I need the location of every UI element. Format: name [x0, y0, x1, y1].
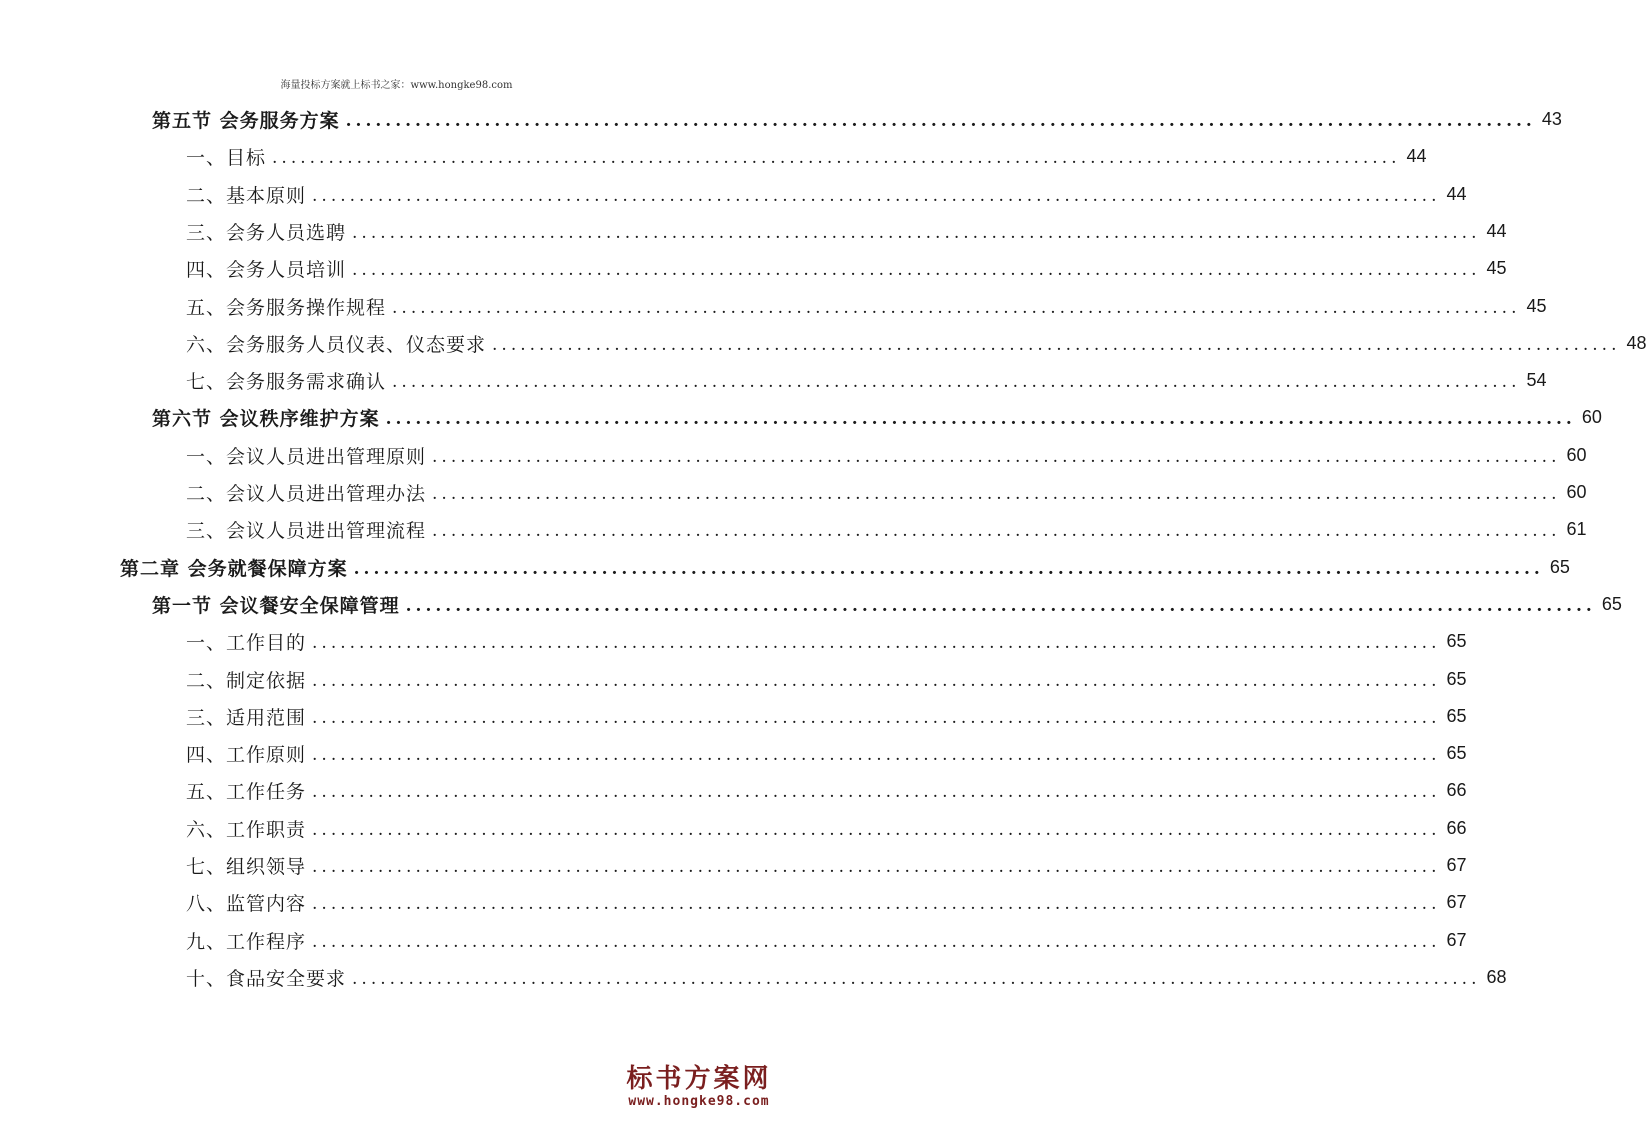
toc-dot-leader: ........................................................................................................................ — [312, 893, 1441, 914]
toc-entry[interactable] — [152, 101, 1562, 138]
toc-entry-label: 第一节 会议餐安全保障管理 — [152, 595, 400, 617]
toc-dot-leader: ........................................................................................................................ — [312, 670, 1441, 691]
toc-dot-leader: ........................................................................................................................ — [312, 931, 1441, 952]
toc-entry[interactable] — [186, 661, 1467, 698]
toc-entry-label: 第六节 会议秩序维护方案 — [152, 408, 380, 430]
watermark-logo — [619, 1064, 779, 1110]
toc-dot-leader: ........................................................................................................................ — [392, 371, 1521, 392]
toc-entry-label: 五、会务服务操作规程 — [186, 297, 387, 319]
toc-entry-page: 60 — [1566, 445, 1587, 465]
toc-entry[interactable] — [186, 772, 1467, 809]
toc-entry-page: 60 — [1581, 407, 1602, 427]
toc-entry-label: 三、适用范围 — [186, 707, 307, 729]
toc-entry[interactable] — [186, 325, 1647, 362]
toc-entry[interactable] — [186, 698, 1467, 735]
toc-dot-leader: ........................................................................................................................ — [432, 520, 1561, 541]
toc-entry-page: 67 — [1446, 892, 1467, 912]
toc-entry[interactable] — [186, 735, 1467, 772]
toc-dot-leader: ........................................................................................................................ — [352, 968, 1481, 989]
toc-dot-leader: ........................................................................................................................ — [352, 259, 1481, 280]
toc-entry[interactable] — [186, 511, 1587, 548]
toc-entry-label: 六、工作职责 — [186, 819, 307, 841]
toc-entry[interactable] — [186, 847, 1467, 884]
toc-entry-label: 一、目标 — [186, 147, 267, 169]
toc-entry-page: 65 — [1446, 631, 1467, 651]
toc-entry-label: 五、工作任务 — [186, 781, 307, 803]
toc-entry-label: 二、会议人员进出管理办法 — [186, 483, 427, 505]
toc-entry-page: 45 — [1526, 296, 1547, 316]
toc-entry-page: 44 — [1446, 184, 1467, 204]
toc-entry[interactable] — [152, 399, 1602, 436]
toc-entry[interactable] — [186, 437, 1587, 474]
toc-dot-leader: ........................................................................................................................ — [492, 334, 1621, 355]
toc-entry-page: 65 — [1549, 557, 1570, 577]
toc-entry[interactable] — [186, 213, 1507, 250]
toc-entry[interactable] — [186, 810, 1467, 847]
toc-entry[interactable] — [186, 250, 1507, 287]
toc-entry[interactable] — [152, 586, 1622, 623]
toc-dot-leader: ........................................................................................................................ — [312, 819, 1441, 840]
toc-entry-label: 二、制定依据 — [186, 670, 307, 692]
toc-entry-label: 三、会务人员选聘 — [186, 222, 347, 244]
toc-entry-page: 43 — [1541, 109, 1562, 129]
toc-dot-leader: ........................................................................................................................ — [312, 856, 1441, 877]
toc-entry[interactable] — [186, 138, 1427, 175]
toc-dot-leader: ........................................................................................................................ — [405, 595, 1596, 616]
toc-entry[interactable] — [186, 362, 1547, 399]
toc-dot-leader: ........................................................................................................................ — [312, 781, 1441, 802]
toc-dot-leader: ........................................................................................................................ — [272, 147, 1401, 168]
toc-entry-page: 61 — [1566, 519, 1587, 539]
toc-entry[interactable] — [186, 176, 1467, 213]
toc-entry-label: 二、基本原则 — [186, 185, 307, 207]
toc-entry-page: 48 — [1626, 333, 1647, 353]
toc-entry-label: 四、工作原则 — [186, 744, 307, 766]
toc-entry[interactable] — [186, 288, 1547, 325]
toc-dot-leader: ........................................................................................................................ — [345, 110, 1536, 131]
toc-entry[interactable] — [186, 884, 1467, 921]
toc-dot-leader: ........................................................................................................................ — [432, 446, 1561, 467]
toc-entry-page: 45 — [1486, 258, 1507, 278]
toc-entry-page: 65 — [1446, 669, 1467, 689]
toc-dot-leader: ........................................................................................................................ — [385, 408, 1576, 429]
page-header: 海量投标方案就上标书之家：www.hongke98.com — [280, 80, 513, 91]
toc-entry-page: 67 — [1446, 930, 1467, 950]
toc-entry-label: 九、工作程序 — [186, 931, 307, 953]
toc-dot-leader: ........................................................................................................................ — [392, 297, 1521, 318]
toc-dot-leader: ........................................................................................................................ — [352, 222, 1481, 243]
toc-dot-leader: ........................................................................................................................ — [432, 483, 1561, 504]
toc-entry[interactable] — [120, 549, 1570, 586]
toc-entry-label: 一、会议人员进出管理原则 — [186, 446, 427, 468]
toc-entry[interactable] — [186, 474, 1587, 511]
toc-entry-label: 四、会务人员培训 — [186, 259, 347, 281]
toc-entry-page: 66 — [1446, 780, 1467, 800]
toc-entry-label: 十、食品安全要求 — [186, 968, 347, 990]
toc-dot-leader: ........................................................................................................................ — [312, 707, 1441, 728]
toc-entry[interactable] — [186, 922, 1467, 959]
toc-entry-page: 68 — [1486, 967, 1507, 987]
toc-entry[interactable] — [186, 623, 1467, 660]
toc-entry-page: 54 — [1526, 370, 1547, 390]
toc-entry-page: 65 — [1446, 743, 1467, 763]
toc-entry-page: 65 — [1601, 594, 1622, 614]
toc-dot-leader: ........................................................................................................................ — [353, 558, 1544, 579]
toc-entry-page: 44 — [1486, 221, 1507, 241]
toc-entry-page: 66 — [1446, 818, 1467, 838]
toc-entry-label: 七、组织领导 — [186, 856, 307, 878]
toc-entry-label: 第二章 会务就餐保障方案 — [120, 558, 348, 580]
toc-entry-page: 67 — [1446, 855, 1467, 875]
toc-entry-page: 44 — [1406, 146, 1427, 166]
toc-dot-leader: ........................................................................................................................ — [312, 185, 1441, 206]
toc-entry-label: 六、会务服务人员仪表、仪态要求 — [186, 334, 487, 356]
toc-entry-label: 第五节 会务服务方案 — [152, 110, 340, 132]
toc-entry-label: 三、会议人员进出管理流程 — [186, 520, 427, 542]
toc-entry-page: 60 — [1566, 482, 1587, 502]
toc-entry-label: 八、监管内容 — [186, 893, 307, 915]
toc-entry-page: 65 — [1446, 706, 1467, 726]
toc-entry[interactable] — [186, 959, 1507, 996]
toc-dot-leader: ........................................................................................................................ — [312, 744, 1441, 765]
toc-entry-label: 七、会务服务需求确认 — [186, 371, 387, 393]
toc-entry-label: 一、工作目的 — [186, 632, 307, 654]
toc-dot-leader: ........................................................................................................................ — [312, 632, 1441, 653]
watermark-url: www.hongke98.com — [628, 1094, 770, 1109]
watermark-title: 标书方案网 — [626, 1064, 772, 1094]
